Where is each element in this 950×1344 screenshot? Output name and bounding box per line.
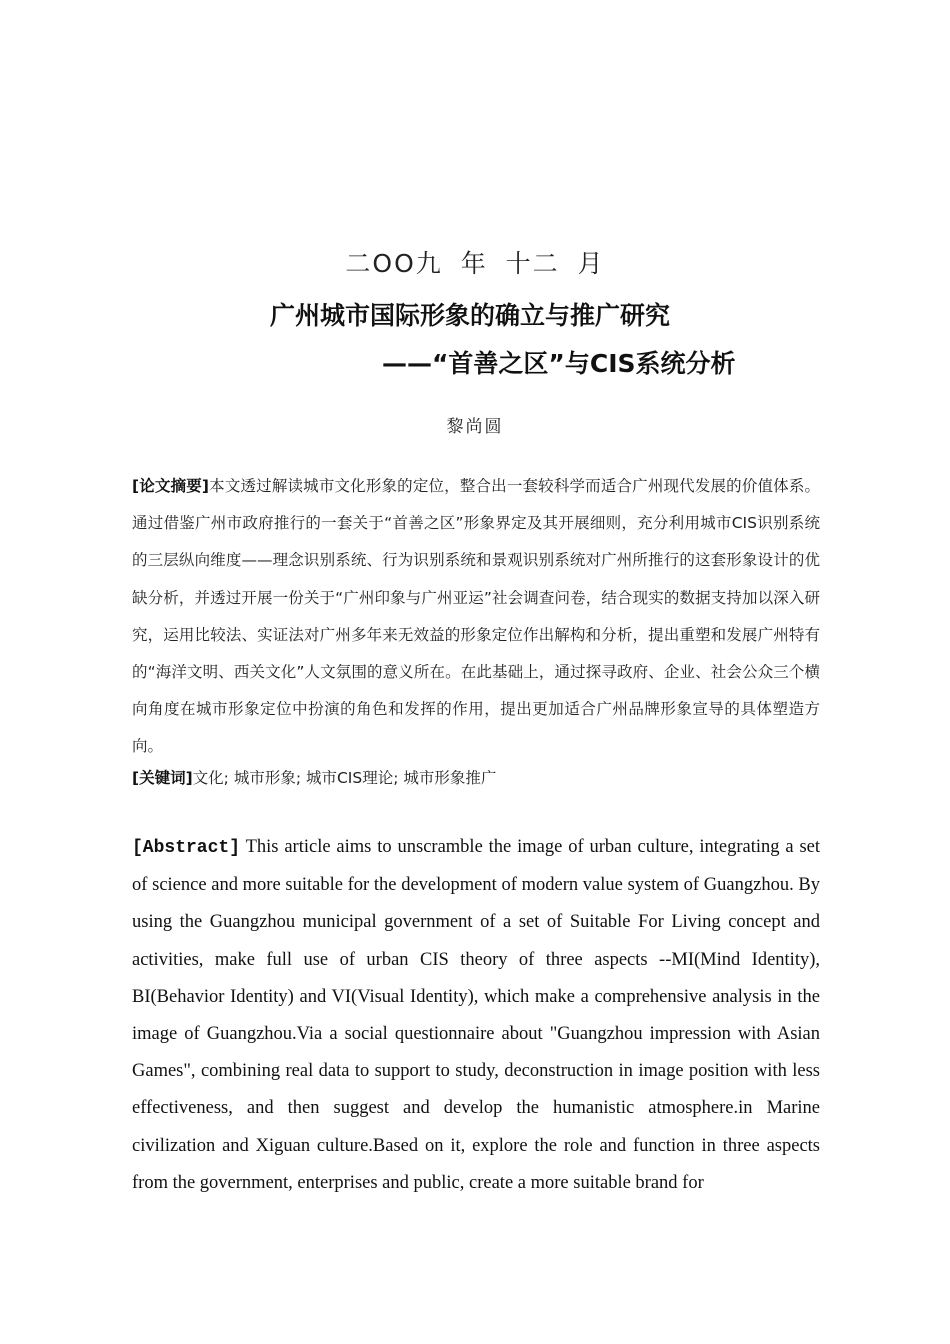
english-abstract-text: This article aims to unscramble the image of urban culture, integrating a set of science and more suitable for the development of modern value system of Guangzhou. By using the Guangzhou municipal government of a set of Suitable For Living concept and activities, make full use of urban CIS theory of three aspects --MI(Mind Identity), BI(Behavior Identity) and VI(Visual Identity), which make a comprehensive analysis in the image of Guangzhou.Via a social questionnaire about "Guangzhou impression with Asian Games", combining real data to support to study, deconstruction in image position with less effectiveness, and then suggest and develop the humanistic atmosphere.in Marine civilization and Xiguan culture.Based on it, explore the role and function in three aspects from the government, enterprises and public, create a more suitable brand for bbox=[132, 837, 820, 1193]
paper-title: 广州城市国际形象的确立与推广研究 bbox=[270, 301, 671, 330]
chinese-abstract bbox=[132, 468, 820, 766]
paper-subtitle: ——“首善之区”与CIS系统分析 bbox=[382, 349, 736, 378]
author-name: 黎尚圆 bbox=[446, 417, 504, 437]
chinese-keywords bbox=[132, 764, 820, 792]
english-abstract-label: [Abstract] bbox=[132, 838, 241, 858]
chinese-abstract-text: 本文透过解读城市文化形象的定位，整合出一套较科学而适合广州现代发展的价值体系。通过借鉴广州市政府推行的一套关于“首善之区”形象界定及其开展细则，充分利用城市CIS识别系统的三层纵向维度——理念识别系统、行为识别系统和景观识别系统对广州所推行的这套形象设计的优缺分析，并透过开展一份关于“广州印象与广州亚运”社会调查问卷，结合现实的数据支持加以深入研究，运用比较法、实证法对广州多年来无效益的形象定位作出解构和分析，提出重塑和发展广州特有的“海洋文明、西关文化”人文氛围的意义所在。在此基础上，通过探寻政府、企业、社会公众三个横向角度在城市形象定位中扮演的角色和发挥的作用，提出更加适合广州品牌形象宣导的具体塑造方向。 bbox=[132, 477, 820, 756]
chinese-keywords-text: 文化; 城市形象; 城市CIS理论; 城市形象推广 bbox=[192, 769, 497, 787]
english-abstract bbox=[132, 829, 820, 1202]
date-line: 二OO九 年 十二 月 bbox=[345, 249, 605, 278]
chinese-keywords-label: [关键词] bbox=[132, 769, 193, 787]
chinese-abstract-label: [论文摘要] bbox=[132, 477, 209, 495]
